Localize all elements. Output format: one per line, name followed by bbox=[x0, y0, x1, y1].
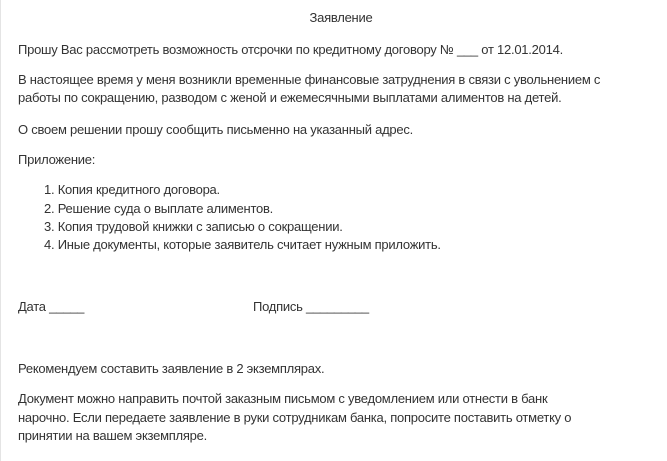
reason-line-2: работы по сокращению, разводом с женой и ежемесячными выплатами алиментов на детей. bbox=[18, 90, 562, 105]
advice-line-2: нарочно. Если передаете заявление в руки сотрудникам банка, попросите поставить отметку о bbox=[18, 410, 572, 425]
signature-field: Подпись _________ bbox=[253, 299, 369, 314]
reason-line-1: В настоящее время у меня возникли временные финансовые затруднения в связи с увольнением с bbox=[18, 72, 601, 87]
attachment-item: 3. Копия трудовой книжки с записью о сокращении. bbox=[44, 219, 343, 234]
document-title: Заявление bbox=[309, 10, 373, 25]
attachment-item: 1. Копия кредитного договора. bbox=[44, 182, 220, 197]
reply-request-paragraph: О своем решении прошу сообщить письменно на указанный адрес. bbox=[18, 122, 413, 137]
request-paragraph: Прошу Вас рассмотреть возможность отсрочки по кредитному договору № ___ от 12.01.2014. bbox=[18, 42, 563, 57]
left-border bbox=[0, 0, 1, 461]
recommendation-paragraph: Рекомендуем составить заявление в 2 экземплярах. bbox=[18, 361, 325, 376]
advice-line-1: Документ можно направить почтой заказным письмом с уведомлением или отнести в банк bbox=[18, 391, 548, 406]
date-field: Дата _____ bbox=[18, 299, 85, 314]
attachment-item: 2. Решение суда о выплате алиментов. bbox=[44, 201, 274, 216]
advice-line-3: принятии на вашем экземпляре. bbox=[18, 428, 207, 443]
attachments-label: Приложение: bbox=[18, 152, 96, 167]
attachment-item: 4. Иные документы, которые заявитель считает нужным приложить. bbox=[44, 237, 441, 252]
